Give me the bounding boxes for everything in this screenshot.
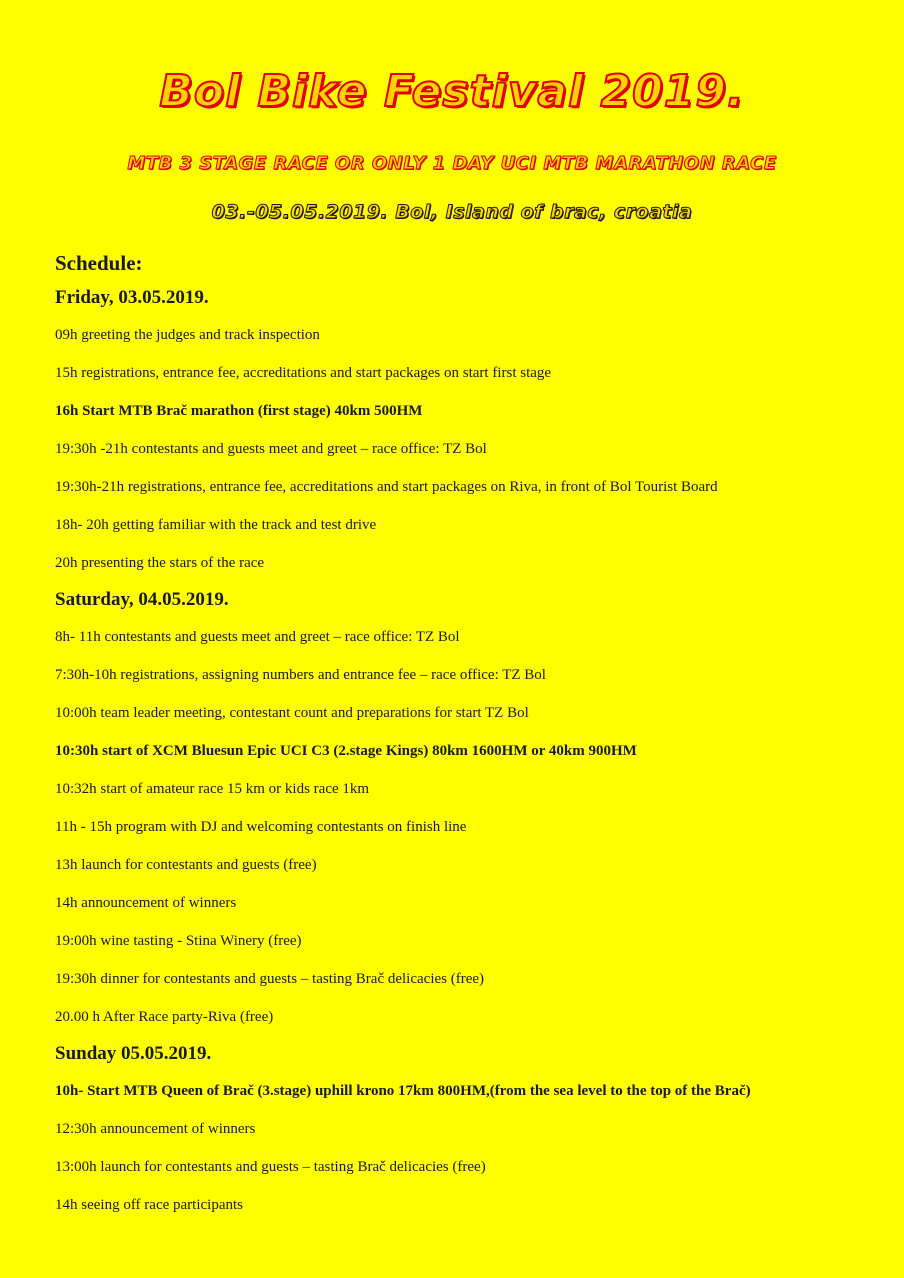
schedule-item: 19:30h dinner for contestants and guests – tasting Brač delicacies (free) (55, 971, 485, 987)
festival-title: Bol Bike Festival 2019. (159, 66, 745, 117)
schedule-item: 7:30h-10h registrations, assigning numbers and entrance fee – race office: TZ Bol (55, 667, 546, 683)
day-heading-friday: Friday, 03.05.2019. (55, 287, 209, 308)
schedule-item: 20.00 h After Race party-Riva (free) (55, 1009, 274, 1025)
schedule-item: 8h- 11h contestants and guests meet and greet – race office: TZ Bol (55, 629, 460, 645)
schedule-item-highlight: 10h- Start MTB Queen of Brač (3.stage) uphill krono 17km 800HM,(from the sea level to the top of the Brač) (55, 1083, 751, 1099)
schedule-item: 13:00h launch for contestants and guests – tasting Brač delicacies (free) (55, 1159, 486, 1175)
schedule-item: 19:00h wine tasting - Stina Winery (free) (55, 933, 302, 949)
day-heading-saturday: Saturday, 04.05.2019. (55, 589, 229, 610)
schedule-item: 11h - 15h program with DJ and welcoming contestants on finish line (55, 819, 467, 835)
schedule-item: 18h- 20h getting familiar with the track and test drive (55, 517, 377, 533)
schedule-item: 13h launch for contestants and guests (free) (55, 857, 317, 873)
schedule-item: 10:00h team leader meeting, contestant count and preparations for start TZ Bol (55, 705, 529, 721)
schedule-item: 14h announcement of winners (55, 895, 237, 911)
schedule-item-highlight: 10:30h start of XCM Bluesun Epic UCI C3 (2.stage Kings) 80km 1600HM or 40km 900HM (55, 743, 637, 759)
day-heading-sunday: Sunday 05.05.2019. (55, 1043, 212, 1064)
festival-dates-location: 03.-05.05.2019. Bol, Island of brac, croatia (211, 201, 693, 223)
schedule-item: 19:30h -21h contestants and guests meet and greet – race office: TZ Bol (55, 441, 487, 457)
schedule-item: 09h greeting the judges and track inspection (55, 327, 320, 343)
schedule-item-highlight: 16h Start MTB Brač marathon (first stage) 40km 500HM (55, 403, 423, 419)
schedule-section (55, 246, 885, 1224)
schedule-item: 19:30h-21h registrations, entrance fee, accreditations and start packages on Riva, in front of Bol Tourist Board (55, 479, 718, 495)
schedule-item: 12:30h announcement of winners (55, 1121, 256, 1137)
festival-subtitle: MTB 3 STAGE RACE OR ONLY 1 DAY UCI MTB MARATHON RACE (127, 153, 777, 174)
schedule-item: 20h presenting the stars of the race (55, 555, 265, 571)
schedule-item: 15h registrations, entrance fee, accreditations and start packages on start first stage (55, 365, 552, 381)
schedule-heading: Schedule: (55, 251, 143, 275)
schedule-item: 14h seeing off race participants (55, 1197, 243, 1213)
schedule-item: 10:32h start of amateur race 15 km or kids race 1km (55, 781, 370, 797)
